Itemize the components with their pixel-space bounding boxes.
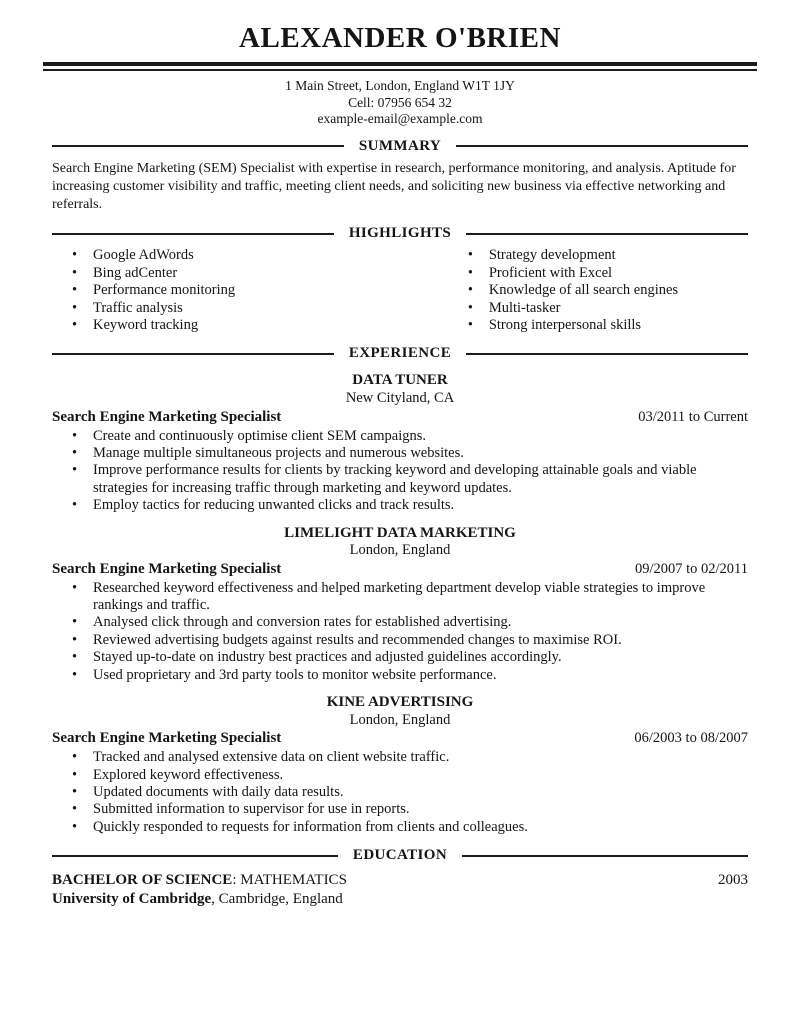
job-dates: 03/2011 to Current: [638, 408, 748, 425]
bullet-icon: •: [72, 299, 78, 316]
company-name: KINE ADVERTISING: [326, 694, 474, 710]
job-bullet: [72, 819, 748, 836]
degree-field: : MATHEMATICS: [232, 872, 347, 889]
section-header-experience: [52, 345, 748, 362]
highlights-columns: [52, 247, 748, 334]
job-bullet-text: Quickly responded to requests for information from clients and colleagues.: [93, 818, 528, 835]
job-title: Search Engine Marketing Specialist: [52, 730, 282, 747]
bullet-icon: •: [72, 282, 78, 299]
bullet-icon: •: [72, 462, 78, 479]
highlight-item: [72, 300, 448, 317]
job-bullet: [72, 614, 748, 631]
header-divider: [43, 62, 757, 71]
job-bullet-text: Researched keyword effectiveness and helped marketing department develop viable strategies to improve rankings and traffic.: [93, 579, 706, 614]
job-bullet-list: [52, 580, 748, 684]
rule-line: [52, 353, 334, 355]
job-bullet: [72, 497, 748, 514]
highlight-item: [72, 317, 448, 334]
job-bullet: [72, 749, 748, 766]
job-bullet: [72, 767, 748, 784]
job-bullet-text: Stayed up-to-date on industry best practices and adjusted guidelines accordingly.: [93, 649, 562, 666]
rule-line: [52, 233, 334, 235]
job-bullet-text: Create and continuously optimise client SEM campaigns.: [93, 427, 427, 444]
contact-address: 1 Main Street, London, England W1T 1JY: [285, 78, 515, 94]
rule-line: [466, 233, 748, 235]
bullet-icon: •: [72, 614, 78, 631]
job-bullet: [72, 580, 748, 615]
bullet-icon: •: [72, 766, 78, 783]
experience-entry: [52, 524, 748, 684]
highlight-label: Strong interpersonal skills: [488, 317, 642, 334]
job-dates: 06/2003 to 08/2007: [634, 730, 748, 747]
bullet-icon: •: [72, 264, 78, 281]
highlight-label: Multi-tasker: [488, 299, 561, 316]
bullet-icon: •: [467, 247, 473, 264]
job-bullet: [72, 445, 748, 462]
job-bullet-text: Tracked and analysed extensive data on client website traffic.: [93, 749, 450, 766]
job-bullet-text: Submitted information to supervisor for use in reports.: [93, 801, 410, 818]
highlight-item: [468, 317, 748, 334]
bullet-icon: •: [467, 264, 473, 281]
degree-name: BACHELOR OF SCIENCE: [52, 872, 233, 889]
bullet-icon: •: [72, 579, 78, 596]
company-location: London, England: [349, 711, 451, 728]
rule-line: [52, 145, 344, 147]
highlight-label: Bing adCenter: [93, 264, 178, 281]
job-bullet-text: Improve performance results for clients by tracking keyword and developing attainable goals and viable strategies for increasing traffic through marketing and keyword updates.: [93, 462, 697, 496]
job-bullet-text: Used proprietary and 3rd party tools to monitor website performance.: [93, 666, 497, 683]
summary-text: Search Engine Marketing (SEM) Specialist with expertise in research, performance monitoring, and analysis. Aptitude for increasing customer visibility and traffic, meeting client needs, and soliciting new business via effective networking and referrals.: [52, 160, 736, 213]
rule-line: [466, 353, 748, 355]
section-header-highlights: [52, 225, 748, 242]
highlight-label: Performance monitoring: [93, 282, 236, 299]
bullet-icon: •: [72, 783, 78, 800]
highlight-item: [468, 300, 748, 317]
bullet-icon: •: [72, 749, 78, 766]
highlight-label: Proficient with Excel: [488, 264, 613, 281]
company-location: London, England: [349, 542, 451, 559]
rule-line: [456, 145, 748, 147]
job-bullet-text: Employ tactics for reducing unwanted clicks and track results.: [93, 497, 455, 514]
contact-email: example-email@example.com: [317, 110, 483, 126]
section-title-experience: EXPERIENCE: [348, 345, 452, 362]
bullet-icon: •: [72, 649, 78, 666]
job-bullet: [72, 462, 748, 497]
highlight-label: Knowledge of all search engines: [488, 282, 679, 299]
job-bullet: [72, 667, 748, 684]
highlights-left-column: [52, 247, 448, 334]
rule-line: [462, 855, 748, 857]
highlights-right-column: [448, 247, 748, 334]
role-row: [52, 730, 748, 747]
job-bullet-text: Analysed click through and conversion rates for established advertising.: [93, 614, 512, 631]
job-dates: 09/2007 to 02/2011: [634, 560, 748, 577]
education-school-row: [52, 890, 748, 909]
company-location: New Cityland, CA: [345, 390, 455, 407]
highlight-item: [468, 265, 748, 282]
bullet-icon: •: [72, 818, 78, 835]
highlight-item: [468, 282, 748, 299]
section-header-summary: [52, 138, 748, 155]
bullet-icon: •: [72, 427, 78, 444]
highlight-label: Google AdWords: [93, 247, 194, 264]
highlight-item: [72, 265, 448, 282]
company-name: LIMELIGHT DATA MARKETING: [284, 524, 516, 541]
company-name: DATA TUNER: [352, 372, 448, 389]
highlight-label: Traffic analysis: [93, 299, 183, 316]
highlight-item: [468, 247, 748, 264]
bullet-icon: •: [72, 801, 78, 818]
role-row: [52, 561, 748, 578]
job-bullet-list: [52, 428, 748, 515]
contact-phone: Cell: 07956 654 32: [348, 94, 452, 110]
rule-line: [52, 855, 338, 857]
job-bullet: [72, 784, 748, 801]
bullet-icon: •: [72, 631, 78, 648]
section-title-highlights: HIGHLIGHTS: [348, 225, 452, 242]
job-bullet-text: Reviewed advertising budgets against results and recommended changes to maximise ROI.: [93, 631, 622, 648]
highlight-item: [72, 282, 448, 299]
job-bullet-list: [52, 749, 748, 836]
school-location: , Cambridge, England: [211, 890, 343, 907]
degree-line: [52, 871, 347, 890]
bullet-icon: •: [72, 247, 78, 264]
experience-entry: [52, 371, 748, 514]
bullet-icon: •: [72, 444, 78, 461]
job-bullet: [72, 428, 748, 445]
job-bullet-text: Explored keyword effectiveness.: [93, 766, 284, 783]
job-bullet: [72, 632, 748, 649]
highlight-item: [72, 247, 448, 264]
bullet-icon: •: [72, 666, 78, 683]
job-bullet: [72, 649, 748, 666]
section-header-education: [52, 847, 748, 864]
bullet-icon: •: [467, 282, 473, 299]
job-bullet-text: Updated documents with daily data results.: [93, 783, 344, 800]
bullet-icon: •: [467, 317, 473, 334]
section-title-summary: SUMMARY: [358, 137, 442, 154]
graduation-year: 2003: [718, 872, 748, 889]
job-bullet-text: Manage multiple simultaneous projects and numerous websites.: [93, 444, 464, 461]
job-title: Search Engine Marketing Specialist: [52, 560, 282, 577]
job-bullet: [72, 801, 748, 818]
bullet-icon: •: [467, 299, 473, 316]
person-name: ALEXANDER O'BRIEN: [239, 22, 561, 54]
bullet-icon: •: [72, 497, 78, 514]
role-row: [52, 409, 748, 426]
education-degree-row: [52, 871, 748, 890]
school-name: University of Cambridge: [52, 890, 212, 907]
experience-entry: [52, 693, 748, 836]
section-title-education: EDUCATION: [352, 847, 448, 864]
contact-block: [52, 78, 748, 127]
highlight-label: Keyword tracking: [93, 317, 199, 334]
job-title: Search Engine Marketing Specialist: [52, 408, 282, 425]
highlight-label: Strategy development: [488, 247, 616, 264]
bullet-icon: •: [72, 317, 78, 334]
